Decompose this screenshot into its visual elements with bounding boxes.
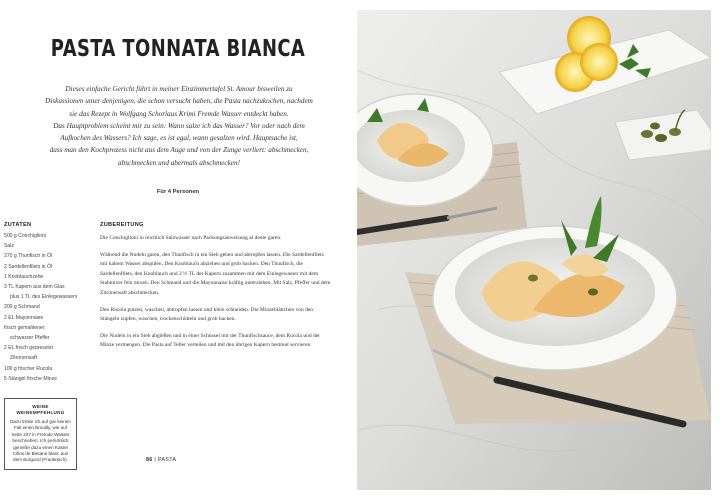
wine-tip-body: Dazu trinke ich auf gar keinen Fall einen Brouilly, wie auf Seite 237 in Fremde Wasser beschrieben. Ich persönlich genieße dazu einen Kastel Cillos de Besane blanc aus dem Burgund (Frankreich).	[10, 419, 71, 463]
food-photo	[357, 10, 711, 490]
ingredient-item: 200 g Schmand	[4, 304, 40, 311]
ingredient-item: 370 g Thunfisch in Öl	[4, 253, 53, 260]
recipe-title: PASTA TONNATA BIANCA	[50, 36, 306, 62]
preparation-step: Die Nudeln in ein Sieb abgießen und in einer Schüssel mit der Thunfischsauce, dem Rucola und der Minze vermengen. Die Pasta auf Teller verteilen und mit den übrigen Kapern bestreut servieren.	[100, 332, 320, 349]
preparation-step: Die Conchiglioni in reichlich Salzwasser nach Packungsanweisung al dente garen.	[100, 235, 282, 241]
page-number: 86	[146, 457, 153, 463]
wine-tip-title	[9, 404, 72, 416]
wine-tip-box	[4, 398, 77, 470]
wine-tip-title-line: WEINEMPFEHLUNG	[16, 410, 65, 415]
ingredient-item: 500 g Conchiglioni	[4, 233, 46, 239]
ingredient-item: 3 TL Kapern aus dem Glas	[4, 284, 65, 291]
ingredients-list	[4, 231, 94, 384]
ingredient-item: 1 Knoblauchzehe	[4, 273, 44, 280]
ingredient-item: Salz	[4, 243, 14, 250]
ingredient-item: 2 Sardellenfilets in Öl	[4, 263, 53, 270]
ingredient-item: frisch gemahlener	[4, 324, 45, 331]
intro-line: Diskussionen unter denjenigen, die schon versucht haben, die Pasta nachzukochen, nachdem	[45, 97, 313, 106]
intro-line: dass man den Kochprozess nicht aus dem Auge und von der Zunge verliert: abschmecken,	[49, 146, 309, 155]
pasta-photo-illustration	[357, 10, 711, 490]
section-name: PASTA	[157, 457, 177, 463]
ingredient-item: 100 g frischer Rucola	[4, 365, 53, 372]
servings-label: Für 4 Personen	[156, 189, 200, 195]
intro-line: sie das Rezept in Wolfgang Schorlaus Krimi Fremde Wasser entdeckt haben.	[69, 109, 289, 118]
intro-line: Das Hauptproblem scheint mir zu sein: Wann salze ich das Wasser? Vor oder nach dem	[53, 121, 305, 130]
preparation-step: Den Rucola putzen, waschen, abtropfen lassen und klein schneiden. Die Minzeblättchen von den Stängeln zupfen, waschen, trockenschütteln und grob hacken.	[100, 306, 314, 323]
ingredients-heading: ZUTATEN	[4, 222, 32, 228]
intro-line: Dieses einfache Gericht führt in meiner Einzimmertafel St. Amour bisweilen zu	[65, 85, 293, 93]
preparation-step: Während die Nudeln garen, den Thunfisch in ein Sieb geben und abtropfen lassen. Die Sardellenfilets mit kaltem Wasser abspülen. Den Knoblauch abziehen und grob hacken. Den Thunfisch, die Sardellenfilets, den Knoblauch und 2 ½ TL der Kapern zusammen mit dem Einlegewasser mit dem Stabmixer fein mixen. Den Schmand und die Mayonnaise kräftig unterziehen. Mit Salz, Pfeffer und dem Zitronensaft abschmecken.	[100, 251, 331, 296]
ingredient-item: 2 EL frisch gepresster	[4, 345, 54, 352]
preparation-heading: ZUBEREITUNG	[100, 222, 144, 228]
recipe-intro	[26, 83, 332, 169]
left-page	[0, 0, 356, 499]
wine-tip-title-line: WEINE	[32, 404, 49, 409]
ingredient-item: Zitronensaft	[10, 355, 37, 362]
ingredient-item: 2 EL Mayonnaise	[4, 314, 44, 321]
intro-line: abschmecken und abermals abschmecken!	[118, 158, 240, 167]
ingredient-item: 5 Stängel frische Minze	[4, 375, 57, 382]
page-footer	[146, 457, 176, 463]
preparation-steps	[100, 234, 332, 358]
ingredient-item: plus 1 TL des Einlegewassers	[10, 294, 78, 301]
ingredient-item: schwarzer Pfeffer	[10, 335, 50, 342]
footer-separator: |	[154, 457, 158, 463]
intro-line: Aufkochen des Wassers? Ich sage, es ist egal, wann gesalzen wird. Hauptsache ist,	[60, 134, 298, 143]
